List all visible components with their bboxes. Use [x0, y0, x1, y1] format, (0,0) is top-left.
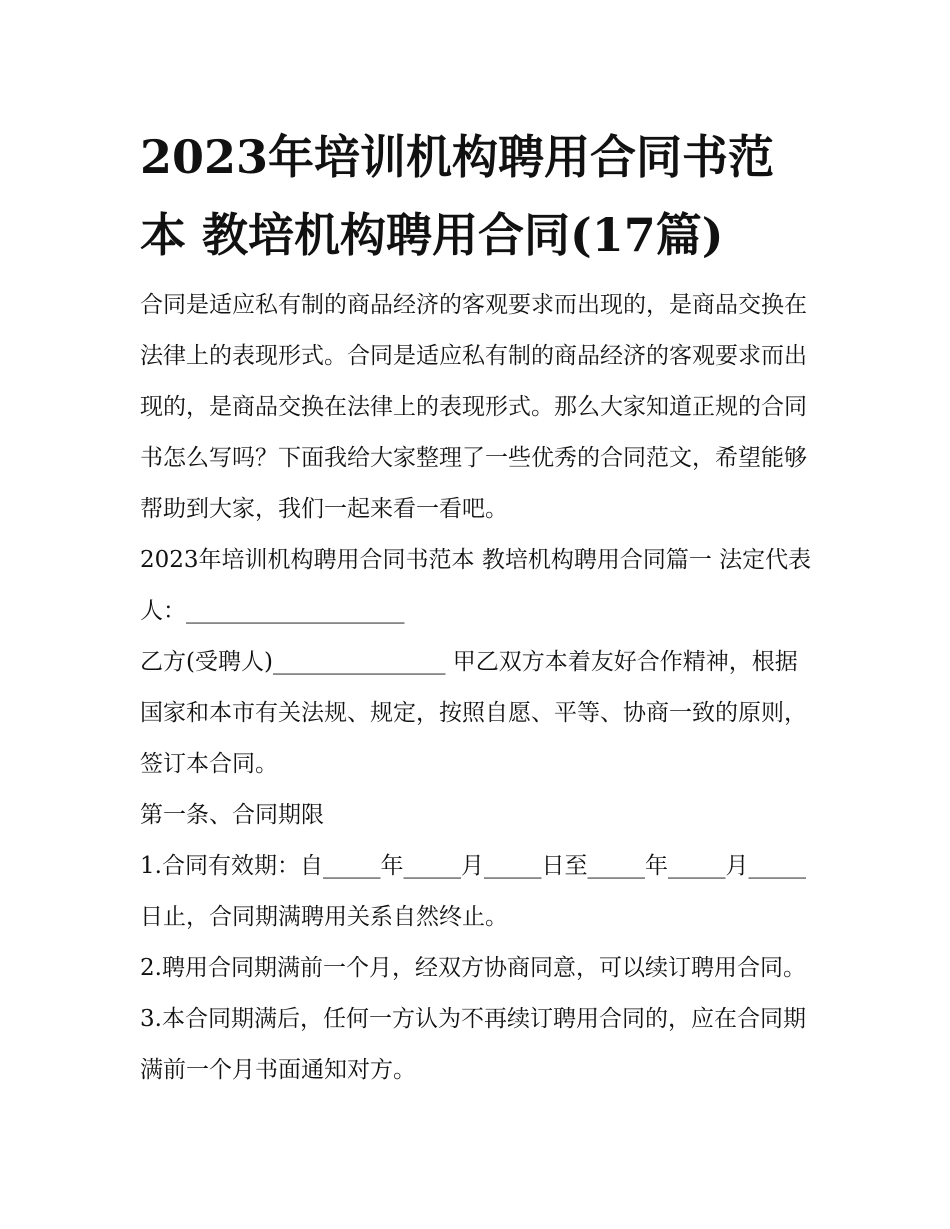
- document-content: [140, 118, 820, 1096]
- intro-paragraph: 合同是适应私有制的商品经济的客观要求而出现的，是商品交换在法律上的表现形式。合同是适应私有制的商品经济的客观要求而出现的，是商品交换在法律上的表现形式。那么大家知道正规的合同书怎么写吗？下面我给大家整理了一些优秀的合同范文，希望能够帮助到大家，我们一起来看一看吧。: [140, 292, 807, 522]
- document-title: 2023年培训机构聘用合同书范本 教培机构聘用合同(17篇): [140, 130, 775, 262]
- article-one-heading: 第一条、合同期限: [140, 802, 324, 828]
- clause-2-3-paragraph: 2.聘用合同期满前一个月，经双方协商同意，可以续订聘用合同。 3.本合同期满后，任何一方认为不再续订聘用合同的，应在合同期满前一个月书面通知对方。: [140, 955, 806, 1083]
- party-b-paragraph: 乙方(受聘人)_______________ 甲乙双方本着友好合作精神，根据国家和本市有关法规、规定，按照自愿、平等、协商一致的原则，签订本合同。: [140, 649, 807, 777]
- contract-heading-paragraph: 2023年培训机构聘用合同书范本 教培机构聘用合同篇一 法定代表人：___________________: [140, 547, 812, 624]
- clause-1-paragraph: 1.合同有效期：自_____年_____月_____日至_____年_____月_____日止，合同期满聘用关系自然终止。: [140, 853, 806, 930]
